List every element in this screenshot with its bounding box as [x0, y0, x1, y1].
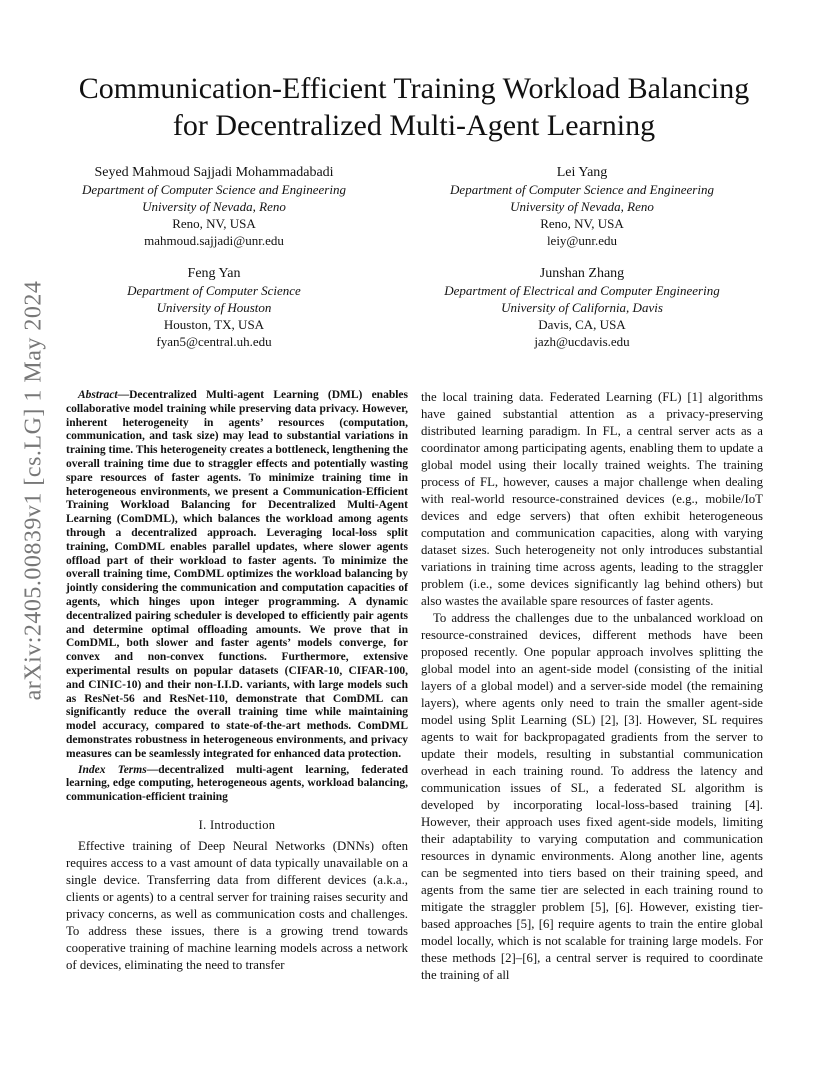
abstract-text: —Decentralized Multi-agent Learning (DML) enables collaborative model training while preserving data privacy. However, inherent heterogeneity in agents’ resources (computation, communication, and task size) may lead to substantial variations in training time. This heterogeneity creates a bottleneck, lengthening the overall training time due to straggler effects and potentially wasting spare resources of faster agents. To minimize training time in heterogeneous environments, we present a Communication-Efficient Training Workload Balancing for Decentralized Multi-Agent Learning (ComDML), which balances the workload among agents through a decentralized approach. Leveraging local-loss split training, ComDML enables parallel updates, where slower agents offload part of their workload to faster agents. To minimize the overall training time, ComDML optimizes the workload balancing by jointly considering the communication and computation capacities of agents, which hinges upon integer programming. A dynamic decentralized pairing scheduler is developed to efficiently pair agents and determine optimal offloading amounts. We prove that in ComDML, both slower and faster agents’ models converge, for convex and non-convex functions. Furthermore, extensive experimental results on popular datasets (CIFAR-10, CIFAR-100, and CINIC-10) and their non-I.I.D. variants, with large models such as ResNet-56 and ResNet-110, demonstrate that ComDML can significantly reduce the overall training time while maintaining model accuracy, compared to state-of-the-art methods. ComDML demonstrates robustness in heterogeneous environments, and privacy measures can be seamlessly integrated for enhanced data protection.	[66, 389, 408, 760]
right-column	[421, 389, 763, 984]
author-department: Department of Computer Science and Engineering	[450, 182, 714, 197]
abstract	[66, 389, 408, 762]
abstract-label: Abstract	[78, 389, 118, 401]
author-name: Feng Yan	[187, 266, 241, 281]
author-department: Department of Computer Science	[127, 283, 301, 298]
author-block-3	[34, 265, 394, 350]
author-email: jazh@ucdavis.edu	[534, 334, 630, 349]
author-university: University of Nevada, Reno	[510, 199, 654, 214]
author-department: Department of Electrical and Computer Engineering	[444, 283, 720, 298]
author-email: fyan5@central.uh.edu	[156, 334, 272, 349]
author-university: University of Nevada, Reno	[142, 199, 286, 214]
author-name: Lei Yang	[556, 165, 608, 180]
body-paragraph: To address the challenges due to the unbalanced workload on resource-constrained devices, different methods have been proposed recently. One popular approach involves splitting the global model into an agent-side model (consisting of the initial layers of a global model) and a server-side model (the remaining layers), where agents only need to train the smaller agent-side model using Split Learning (SL) [2], [3]. However, SL requires agents to wait for backpropagated gradients from the server to update their models, resulting in substantial communication overhead in each training round. To address the latency and communication issues of SL, a federated SL algorithm is developed by incorporating local-loss-based training [4]. However, their approach uses fixed agent-side models, limiting their adaptability to varying computation and communication resources in dynamic environments. Along another line, agents can be segmented into tiers based on their training speed, and agents from the same tier are selected in each training round to mitigate the straggler problem [5], [6]. However, existing tier-based approaches [5], [6] require agents to train the entire global model locally, which is not scalable for training large models. For these methods [2]–[6], a central server is required to coordinate the training of all	[421, 611, 763, 982]
author-location: Davis, CA, USA	[538, 317, 626, 332]
paper-title: Communication-Efficient Training Workload Balancing for Decentralized Multi-Agent Learning	[78, 72, 750, 142]
author-name: Seyed Mahmoud Sajjadi Mohammadabadi	[94, 165, 334, 180]
section-heading: I. Introduction	[198, 817, 276, 832]
author-name: Junshan Zhang	[539, 266, 625, 281]
author-email: leiy@unr.edu	[546, 233, 618, 248]
author-location: Reno, NV, USA	[540, 216, 624, 231]
author-university: University of California, Davis	[501, 300, 663, 315]
author-block-1	[34, 164, 394, 249]
body-paragraph: the local training data. Federated Learning (FL) [1] algorithms have gained substantial attention as a privacy-preserving distributed learning paradigm. In FL, a central server acts as a coordinator among participating agents, enabling them to update a global model using their locally trained weights. The training process of FL, however, causes a major challenge when dealing with real-world resource-constrained devices (e.g., mobile/IoT devices and edge servers) that often exhibit heterogeneous computation and communication capacities, along with varying dataset sizes. Such heterogeneity not only introduces substantial variations in training time across agents, leading to the straggler problem (i.e., some devices significantly lag behind others) but also wastes the available spare resources of faster agents.	[421, 390, 763, 608]
index-terms-text: —decentralized multi-agent learning, federated learning, edge computing, heterogeneous agents, workload balancing, communication-efficient training	[66, 763, 408, 804]
author-block-4	[402, 265, 762, 350]
index-terms-label: Index Terms	[78, 763, 147, 776]
author-university: University of Houston	[156, 300, 272, 315]
index-terms	[66, 764, 408, 805]
author-department: Department of Computer Science and Engineering	[82, 182, 346, 197]
intro-paragraph: Effective training of Deep Neural Networks (DNNs) often requires access to a vast amount of data typically unavailable on a single device. Transferring data from different devices (a.k.a., clients or agents) to a central server for training raises security and privacy concerns, as well as communication costs and challenges. To address these issues, there is a growing trend towards cooperative training of machine learning models across a network of devices, eliminating the need to transfer	[66, 838, 408, 972]
author-location: Reno, NV, USA	[172, 216, 256, 231]
arxiv-identifier-text: arXiv:2405.00839v1 [cs.LG] 1 May 2024	[20, 280, 47, 700]
author-location: Houston, TX, USA	[163, 317, 265, 332]
left-column	[66, 389, 408, 974]
author-email: mahmoud.sajjadi@unr.edu	[144, 233, 284, 248]
author-block-2	[402, 164, 762, 249]
